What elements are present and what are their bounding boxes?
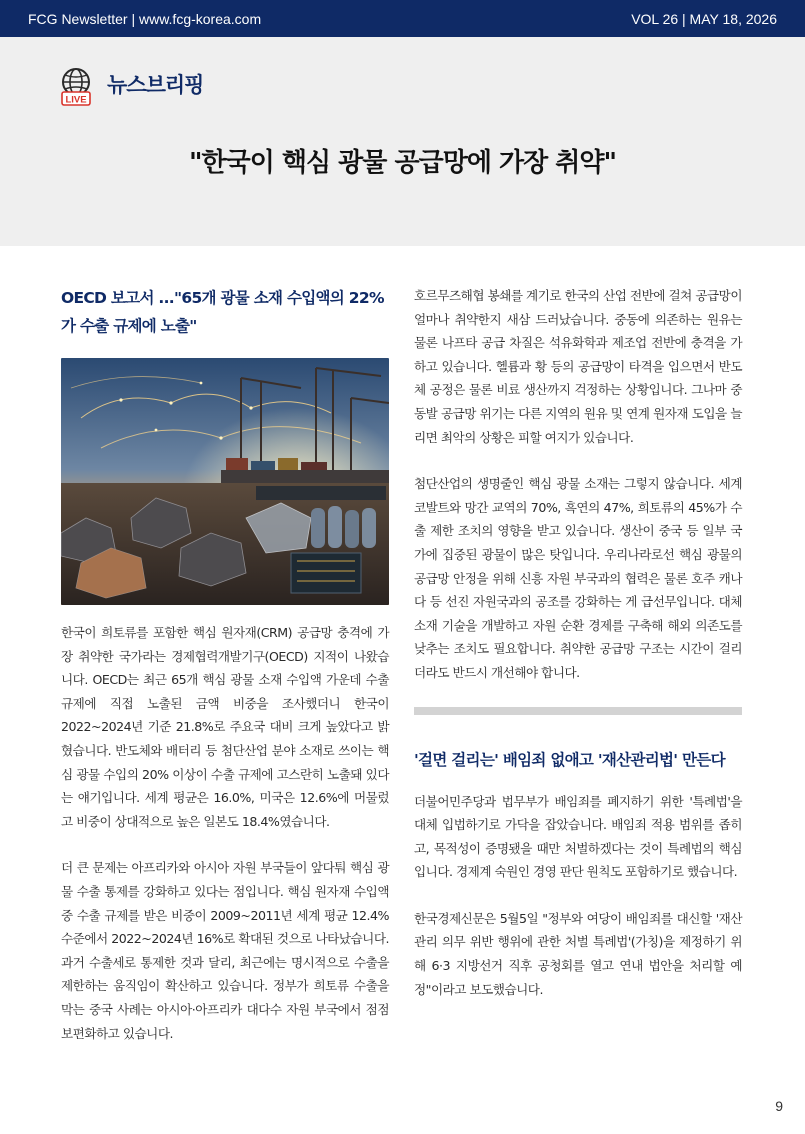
hero-banner [0,37,805,246]
section-divider [414,707,742,715]
live-badge-text: LIVE [65,94,87,106]
left-column [61,284,389,1045]
article2-paragraph-2: 한국경제신문은 5월5일 "정부와 여당이 배임죄를 대신할 '재산관리 의무 위반 행위에 관한 처벌 특례법'(가칭)을 제정하기 위해 6·3 지방선거 직후 공청회를 열고 연내 법안을 처리할 예정"이라고 보도했습니다. [414,910,742,997]
article1-paragraph-2: 더 큰 문제는 아프리카와 아시아 자원 부국들이 앞다퉈 핵심 광물 수출 통제를 강화하고 있다는 점입니다. 핵심 원자재 수입액 중 수출 규제를 받은 비중이 2009~2011년 세계 평균 12.4% 수준에서 2022~2024년 16%로 확대된 것으로 나타났습니다. 과거 수출세로 통제한 것과 달리, 최근에는 명시적으로 수출을 제한하는 움직임이 확산하고 있습니다. 정부가 희토류 수출을 막는 중국 사례는 아시아·아프리카 대다수 자원 부국에서 점점 보편화하고 있습니다. [61,860,389,1041]
article2-subhead: '걸면 걸리는' 배임죄 없애고 '재산관리법' 만든다 [414,750,725,769]
article1-paragraph-1: 한국이 희토류를 포함한 핵심 원자재(CRM) 공급망 충격에 가장 취약한 국가라는 경제협력개발기구(OECD) 지적이 나왔습니다. OECD는 최근 65개 핵심 광물 소재 수입액 가운데 수출 규제에 직접 노출된 금액 비중을 조사했더니 한국이 2022~2024년 기준 21.8%로 주요국 대비 크게 높았다고 밝혔습니다. 반도체와 배터리 등 첨단산업 분야 소재로 쓰이는 핵심 광물 수입의 20% 이상이 수출 규제에 고스란히 노출돼 있다는 얘기입니다. 세계 평균은 16.0%, 미국은 12.6%에 머물렀고 비중이 상대적으로 높은 일본도 18.4%였습니다. [61,625,389,829]
newsletter-site-label: FCG Newsletter | www.fcg-korea.com [28,11,262,27]
critical-minerals-supply-chain-photo [61,358,389,605]
globe-live-icon [59,67,93,107]
right-column [414,284,742,1001]
section-title: 뉴스브리핑 [107,73,204,97]
page-number: 9 [775,1098,783,1114]
issue-date-label: VOL 26 | MAY 18, 2026 [631,11,777,27]
article1-subhead: OECD 보고서 ..."65개 광물 소재 수입액의 22%가 수출 규제에 노출" [61,289,384,335]
article1-paragraph-4: 첨단산업의 생명줄인 핵심 광물 소재는 그렇지 않습니다. 세계 코발트와 망간 교역의 70%, 흑연의 47%, 희토류의 45%가 수출 제한 조치의 영향을 받고 있습니다. 생산이 중국 등 일부 국가에 집중된 광물이 많은 탓입니다. 우리나라로선 핵심 광물의 공급망 안정을 위해 신흥 자원 부국과의 협력은 물론 호주 캐나다 등 선진 자원국과의 공조를 강화하는 게 급선무입니다. 대체 소재 기술을 개발하고 자원 순환 경제를 구축해 해외 의존도를 낮추는 조치도 필요합니다. 취약한 공급망 구조는 시간이 걸리더라도 반드시 개선해야 합니다. [414,476,742,680]
newsletter-header-bar [0,0,805,37]
page-headline: "한국이 핵심 광물 공급망에 가장 취약" [188,148,617,178]
article1-paragraph-3: 호르무즈해협 봉쇄를 계기로 한국의 산업 전반에 걸쳐 공급망이 얼마나 취약한지 새삼 드러났습니다. 중동에 의존하는 원유는 물론 나프타 공급 차질은 석유화학과 제조업 전반에 충격을 가하고 있습니다. 헬륨과 황 등의 공급망이 타격을 입으면서 반도체 공정은 물론 비료 생산까지 걱정하는 상황입니다. 그나마 중동발 공급망 위기는 다른 지역의 원유 및 연계 원자재 도입을 늘리면 최악의 상황은 피할 여지가 있습니다. [414,288,742,445]
article2-paragraph-1: 더불어민주당과 법무부가 배임죄를 폐지하기 위한 '특례법'을 대체 입법하기로 가닥을 잡았습니다. 배임죄 적용 범위를 좁히고, 목적성이 증명됐을 때만 처벌하겠다는 것이 특례법의 핵심입니다. 경제계 숙원인 경영 판단 원칙도 포함하기로 했습니다. [414,793,742,880]
